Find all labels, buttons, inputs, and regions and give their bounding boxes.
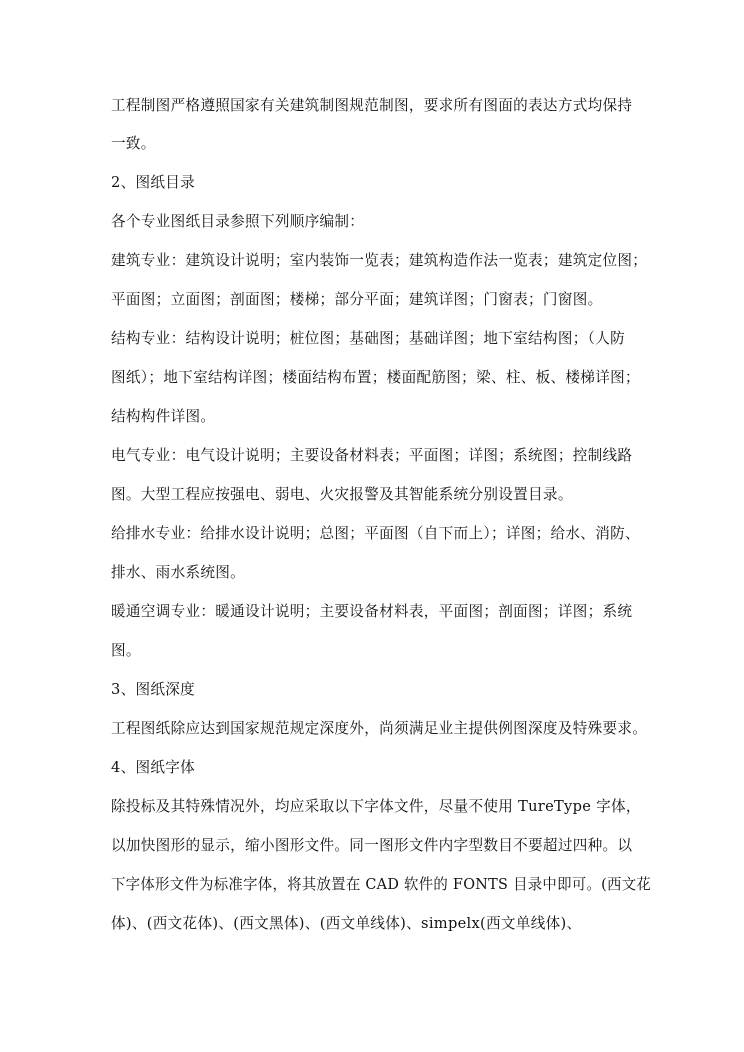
text-line: 图纸）；地下室结构详图；楼面结构布置；楼面配筋图；梁、柱、板、楼梯详图； <box>111 369 640 386</box>
text-line: 暖通空调专业：暖通设计说明；主要设备材料表，平面图；剖面图；详图；系统 <box>111 603 633 620</box>
section-heading: 4、图纸字体 <box>111 759 196 776</box>
text-line: 排水、雨水系统图。 <box>111 564 246 581</box>
text-line: 工程图纸除应达到国家规范规定深度外，尚须满足业主提供例图深度及特殊要求。 <box>111 720 648 737</box>
text-line: 图。大型工程应按强电、弱电、火灾报警及其智能系统分别设置目录。 <box>111 486 573 503</box>
text-line: 电气专业：电气设计说明；主要设备材料表；平面图；详图；系统图；控制线路 <box>111 447 633 464</box>
text-line: 给排水专业：给排水设计说明；总图；平面图（自下而上）；详图；给水、消防、 <box>111 525 640 542</box>
section-heading: 2、图纸目录 <box>111 174 196 191</box>
text-line: 下字体形文件为标准字体，将其放置在 CAD 软件的 FONTS 目录中即可。(西文花 <box>111 876 652 893</box>
text-line: 平面图；立面图；剖面图；楼梯；部分平面；建筑详图；门窗表；门窗图。 <box>111 291 603 308</box>
text-line: 各个专业图纸目录参照下列顺序编制： <box>111 213 365 230</box>
text-line: 除投标及其特殊情况外，均应采取以下字体文件，尽量不使用 TureType 字体， <box>111 798 641 815</box>
text-line: 一致。 <box>111 135 156 152</box>
text-line: 结构构件详图。 <box>111 408 216 425</box>
text-line: 工程制图严格遵照国家有关建筑制图规范制图，要求所有图面的表达方式均保持 <box>111 97 633 114</box>
text-line: 体)、(西文花体)、(西文黑体)、(西文单线体)、simpelx(西文单线体)、 <box>111 915 582 932</box>
text-line: 建筑专业：建筑设计说明；室内装饰一览表；建筑构造作法一览表；建筑定位图； <box>111 252 648 269</box>
text-line: 结构专业：结构设计说明；桩位图；基础图；基础详图；地下室结构图；（人防 <box>111 330 625 347</box>
text-line: 图。 <box>111 642 141 659</box>
section-heading: 3、图纸深度 <box>111 681 196 698</box>
text-line: 以加快图形的显示，缩小图形文件。同一图形文件内字型数目不要超过四种。以 <box>111 837 633 854</box>
